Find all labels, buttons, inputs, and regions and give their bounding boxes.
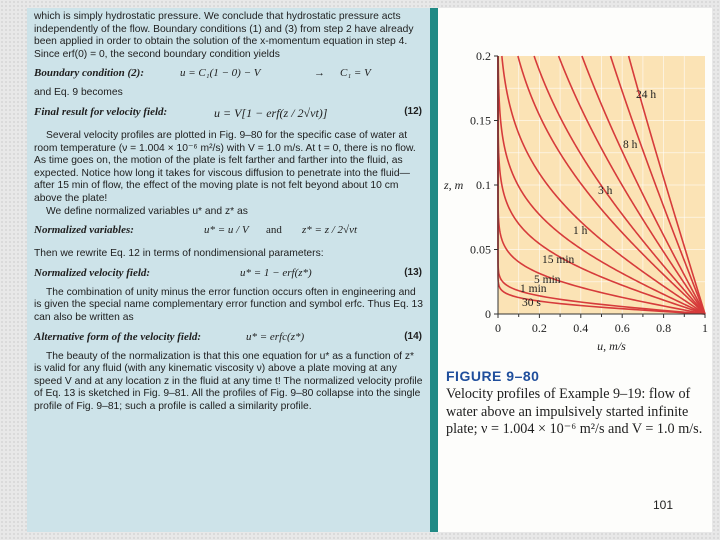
normalized-velocity-equation: u* = 1 − erf(z*) xyxy=(240,266,312,279)
curve-label: 1 h xyxy=(573,225,588,237)
figure-panel xyxy=(438,8,712,532)
eq14-number: (14) xyxy=(404,330,422,342)
paragraph-hydrostatic: which is simply hydrostatic pressure. We conclude that hydrostatic pressure acts independently of the flow. Boundary conditions (1) and (3) from step 2 have already been applied in order to obtain the solution of the x-momentum equation in step 4. Since erf(0) = 0, the second boundary condition yields xyxy=(34,11,414,60)
bc2-label: Boundary condition (2): xyxy=(34,67,145,80)
x-tick-label: 0.4 xyxy=(573,321,589,335)
x-tick-label: 1 xyxy=(702,321,708,335)
x-tick-label: 0 xyxy=(495,321,501,335)
z-star-definition: z* = z / 2√νt xyxy=(302,224,358,237)
paragraph-define-normalized: We define normalized variables u* and z* as xyxy=(46,205,248,217)
paragraph-velocity-profiles: Several velocity profiles are plotted in Fig. 9–80 for the specific case of water at room temperature (ν = 1.004 × 10⁻⁶ m²/s) with V = 1.0 m/s. At t = 0, there is no flow. As time goes on, the motion of the plate is felt farther and farther into the fluid, as expected. Notice how long it takes for viscous diffusion to penetrate into the fluid—after 15 min of flow, the effect of the moving plate is not felt beyond about 10 cm above the plate! xyxy=(34,129,416,204)
bc2-equation: u = C₁(1 − 0) − V xyxy=(180,67,261,80)
paragraph-erfc: The combination of unity minus the error function occurs often in engineering and is given the special name complementary error function and symbol erfc. Thus Eq. 13 can also be written as xyxy=(34,286,423,323)
textbook-text-panel xyxy=(27,8,430,532)
normalized-variables-label: Normalized variables: xyxy=(34,224,134,237)
final-velocity-label: Final result for velocity field: xyxy=(34,105,168,118)
normalized-velocity-row xyxy=(34,263,424,285)
x-tick-label: 0.2 xyxy=(531,321,547,335)
page-number: 101 xyxy=(653,498,674,512)
curve-label: 30 s xyxy=(522,297,541,309)
final-velocity-equation: u = V[1 − erf(z / 2√νt)] xyxy=(214,105,328,120)
bc2-result: C₁ = V xyxy=(340,67,371,80)
normalized-variables-row xyxy=(34,220,424,246)
bc2-arrow: → xyxy=(314,67,325,80)
eq12-number: (12) xyxy=(404,105,422,117)
x-axis-label: u, m/s xyxy=(597,339,626,353)
paragraph-similarity: The beauty of the normalization is that this one equation for u* as a function of z* is valid for any fluid (with any kinematic viscosity ν) above a plate moving at any speed V and at any location z in the fluid at any time t! The normalized velocity profile of Eq. 13 is sketched in Fig. 9–81. All the profiles of Fig. 9–80 collapse into the single profile of Fig. 9–81; such a profile is called a similarity profile. xyxy=(34,350,423,412)
y-tick-label: 0.2 xyxy=(476,49,491,63)
y-tick-label: 0.15 xyxy=(470,113,491,128)
final-velocity-row xyxy=(34,102,424,128)
and-word: and xyxy=(266,224,282,237)
velocity-profile-chart xyxy=(438,8,712,363)
alternative-form-row xyxy=(34,327,424,349)
normalized-velocity-label: Normalized velocity field: xyxy=(34,266,151,279)
y-tick-label: 0.05 xyxy=(470,242,491,257)
curve-label: 15 min xyxy=(542,254,575,266)
alternative-form-equation: u* = erfc(z*) xyxy=(246,330,305,343)
boundary-condition-2-row xyxy=(34,63,424,85)
curve-label: 8 h xyxy=(623,139,638,151)
eq13-number: (13) xyxy=(404,266,422,278)
eq9-becomes-text: and Eq. 9 becomes xyxy=(34,87,123,99)
figure-title: FIGURE 9–80 xyxy=(446,368,540,384)
u-star-definition: u* = u / V xyxy=(204,224,249,237)
y-axis-label: z, m xyxy=(444,178,464,192)
y-tick-label: 0 xyxy=(485,307,491,321)
curve-label: 5 min xyxy=(534,274,561,286)
x-tick-label: 0.8 xyxy=(656,321,672,335)
y-tick-label: 0.1 xyxy=(476,178,491,192)
x-tick-label: 0.6 xyxy=(614,321,630,335)
curve-label: 3 h xyxy=(598,185,613,197)
curve-label: 24 h xyxy=(636,89,657,101)
alternative-form-label: Alternative form of the velocity field: xyxy=(34,330,202,343)
curve-label: 1 min xyxy=(520,283,547,295)
teal-divider-bar xyxy=(430,8,438,532)
figure-caption: Velocity profiles of Example 9–19: flow of water above an impulsively started infinite plate; ν = 1.004 × 10⁻⁶ m²/s and V = 1.0 m/s. xyxy=(446,386,703,437)
paragraph-rewrite: Then we rewrite Eq. 12 in terms of nondimensional parameters: xyxy=(34,248,324,260)
